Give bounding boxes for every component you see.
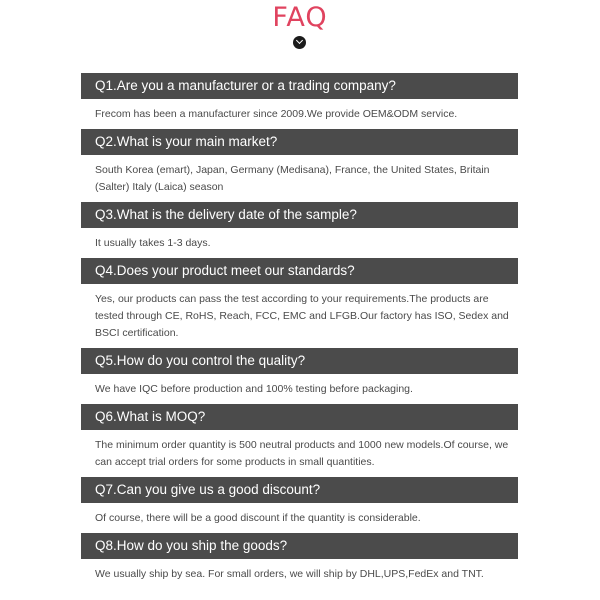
faq-question-1: Q1.Are you a manufacturer or a trading company? (81, 73, 518, 99)
chevron-down-circle-icon (293, 36, 306, 49)
faq-answer-4: Yes, our products can pass the test according to your requirements.The products are tested through CE, RoHS, Reach, FCC, EMC and LFGB.Our factory has ISO, Sedex and BSCI certification. (95, 293, 509, 339)
faq-question-3: Q3.What is the delivery date of the sample? (81, 202, 518, 228)
faq-list (81, 73, 518, 589)
faq-question-2: Q2.What is your main market? (81, 129, 518, 155)
faq-answer-2: South Korea (emart), Japan, Germany (Medisana), France, the United States, Britain (Salter) Italy (Laica) season (95, 164, 490, 193)
faq-answer-6: The minimum order quantity is 500 neutral products and 1000 new models.Of course, we can accept trial orders for some products in small quantities. (95, 439, 509, 468)
faq-answer-3: It usually takes 1-3 days. (95, 237, 211, 249)
faq-question-6: Q6.What is MOQ? (81, 404, 518, 430)
faq-answer-5: We have IQC before production and 100% testing before packaging. (95, 383, 413, 395)
faq-answer-8: We usually ship by sea. For small orders, we will ship by DHL,UPS,FedEx and TNT. (95, 568, 484, 580)
faq-question-4: Q4.Does your product meet our standards? (81, 258, 518, 284)
faq-question-7: Q7.Can you give us a good discount? (81, 477, 518, 503)
faq-question-5: Q5.How do you control the quality? (81, 348, 518, 374)
faq-answer-1: Frecom has been a manufacturer since 2009.We provide OEM&ODM service. (95, 108, 458, 120)
page-title: FAQ (272, 2, 328, 33)
faq-answer-7: Of course, there will be a good discount if the quantity is considerable. (95, 512, 421, 524)
faq-question-8: Q8.How do you ship the goods? (81, 533, 518, 559)
